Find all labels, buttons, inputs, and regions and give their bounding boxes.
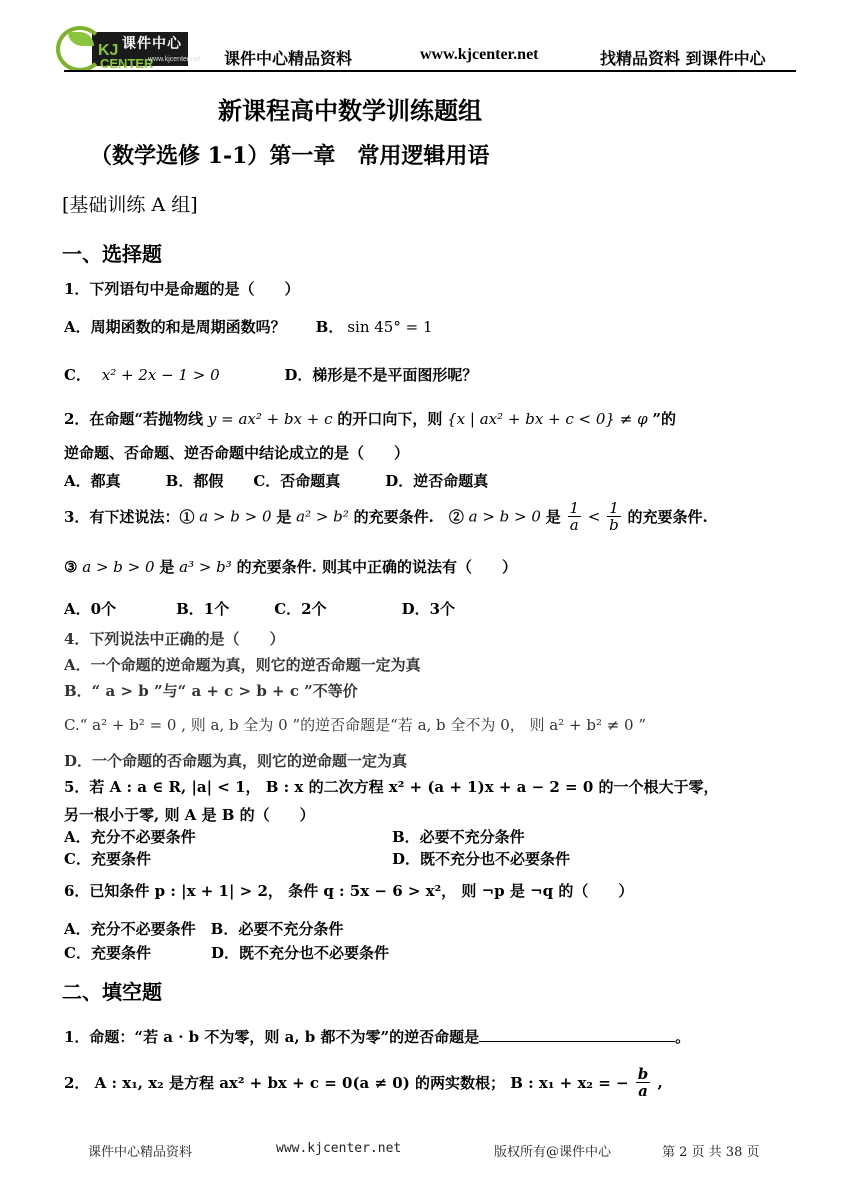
question-5: 5．若 A : a ∈ R, |a| < 1， B : x 的二次方程 x² + (a + 1)x + a − 2 = 0 的一个根大于零， — [64, 778, 719, 796]
fraction-1-over-b: $\frac{1}{b}$ — [609, 499, 619, 534]
question-5-option-d: D．既不充分也不必要条件 — [392, 850, 571, 868]
question-4-option-a: A．一个命题的逆命题为真，则它的逆否命题一定为真 — [64, 656, 421, 674]
answer-blank[interactable] — [479, 1028, 675, 1042]
question-1-options-cd: C． x² + 2x − 1 > 0 D．梯形是不是平面图形呢？ — [64, 366, 478, 384]
logo-center-text: CENTER — [100, 56, 154, 71]
footer-site-url: www.kjcenter.net — [276, 1141, 402, 1156]
question-5-option-c: C．充要条件 — [64, 850, 151, 868]
header-left-text: 课件中心精品资料 — [224, 49, 353, 68]
header-divider — [64, 70, 796, 72]
kjcenter-logo — [56, 26, 201, 72]
exercise-group-label: [基础训练 A 组] — [62, 194, 198, 216]
question-1-options-ab: A．周期函数的和是周期函数吗？ B． sin 45° = 1 — [64, 318, 433, 336]
footer-page-number: 第 2 页 共 38 页 — [662, 1145, 760, 1160]
header-site-url: www.kjcenter.net — [420, 46, 539, 63]
question-6-options-ab: A．充分不必要条件 B．必要不充分条件 — [64, 920, 344, 938]
footer-copyright: 版权所有@课件中心 — [494, 1145, 612, 1160]
document-subtitle: （数学选修 1-1）第一章 常用逻辑用语 — [90, 143, 490, 169]
question-5-option-a: A．充分不必要条件 — [64, 828, 196, 846]
question-3: 3．有下述说法：① a > b > 0 是 a² > b² 的充要条件. ② a > b > 0 是 $\frac{1}{a}$ < $\frac{1}{b}$ 的充要条件. — [64, 499, 708, 534]
question-5-line-2: 另一根小于零, 则 A 是 B 的（ ） — [64, 806, 315, 824]
question-4: 4．下列说法中正确的是（ ） — [64, 630, 285, 648]
logo-url-text: www.kjcenter.net — [148, 56, 201, 63]
question-4-option-b: B．“ a > b ”与“ a + c > b + c ”不等价 — [64, 682, 358, 700]
question-2: 2．在命题“若抛物线 y = ax² + bx + c 的开口向下，则 {x | ax² + bx + c < 0} ≠ φ ”的 — [64, 410, 677, 428]
section-heading-fill: 二、填空题 — [62, 980, 162, 1004]
question-2-line-2: 逆命题、否命题、逆否命题中结论成立的是（ ） — [64, 444, 410, 462]
question-5-option-b: B．必要不充分条件 — [392, 828, 525, 846]
question-6-options-cd: C．充要条件 D．既不充分也不必要条件 — [64, 944, 389, 962]
logo-chinese-text: 课件中心 — [122, 36, 182, 52]
footer-left-text: 课件中心精品资料 — [88, 1145, 193, 1160]
section-heading-choice: 一、选择题 — [62, 242, 162, 266]
fraction-1-over-a: $\frac{1}{a}$ — [569, 499, 580, 534]
document-title: 新课程高中数学训练题组 — [218, 96, 482, 125]
question-3-options: A．0个 B．1个 C．2个 D．3个 — [64, 600, 456, 618]
fraction-b-over-a: $\frac{b}{a}$ — [637, 1065, 649, 1100]
fill-question-1: 1．命题：“若 a · b 不为零，则 a, b 都不为零”的逆否命题是 。 — [64, 1028, 691, 1046]
header-right-text: 找精品资料 到课件中心 — [600, 49, 766, 68]
question-4-option-c: C.“ a² + b² = 0 , 则 a, b 全为 0 ”的逆否命题是“若 a, b 全不为 0， 则 a² + b² ≠ 0 ” — [64, 716, 647, 734]
logo-kj-text: KJ — [98, 42, 119, 59]
question-6: 6．已知条件 p : |x + 1| > 2， 条件 q : 5x − 6 > x²， 则 ¬p 是 ¬q 的（ ） — [64, 882, 634, 900]
fill-question-2: 2． A : x₁, x₂ 是方程 ax² + bx + c = 0(a ≠ 0) 的两实数根； B : x₁ + x₂ = − $\frac{b}{a}$ , — [64, 1065, 663, 1100]
question-3-line-2: ③ a > b > 0 是 a³ > b³ 的充要条件. 则其中正确的说法有（ ） — [64, 558, 518, 576]
question-2-options: A．都真 B．都假 C．否命题真 D．逆否命题真 — [64, 472, 489, 490]
question-1: 1．下列语句中是命题的是（ ） — [64, 280, 300, 298]
question-4-option-d: D．一个命题的否命题为真，则它的逆命题一定为真 — [64, 752, 408, 770]
